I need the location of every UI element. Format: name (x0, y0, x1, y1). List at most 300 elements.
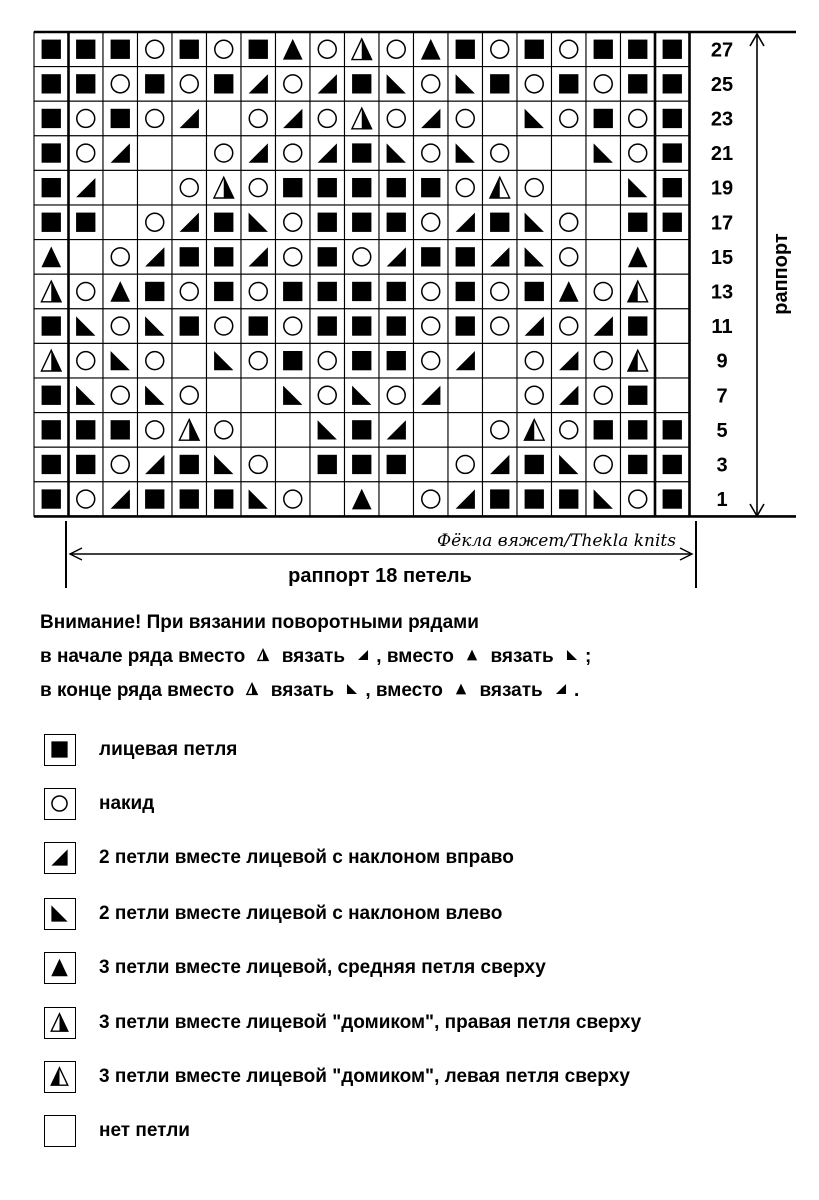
yarn-over-icon (276, 482, 311, 517)
knit-stitch-icon (172, 240, 207, 275)
no-stitch-icon (310, 482, 345, 517)
knit-stitch-icon (172, 482, 207, 517)
knit-stitch-icon (552, 67, 587, 102)
knit-stitch-icon (379, 343, 414, 378)
k2tog-left-icon (69, 309, 104, 344)
knit-stitch-icon (207, 274, 242, 309)
k2tog-right-icon (552, 343, 587, 378)
knit-stitch-icon (586, 413, 621, 448)
knit-stitch-icon (345, 413, 380, 448)
row-number: 13 (710, 281, 734, 304)
knit-stitch-icon (207, 240, 242, 275)
row-number: 3 (716, 454, 728, 477)
knit-stitch-icon (69, 413, 104, 448)
yarn-over-icon (552, 413, 587, 448)
k3tog-right-top-icon (207, 170, 242, 205)
knit-stitch-icon (34, 170, 69, 205)
k2tog-left-icon (517, 205, 552, 240)
knit-stitch-icon (517, 447, 552, 482)
k2tog-left-icon (103, 343, 138, 378)
row-numbers (711, 39, 733, 511)
yarn-over-icon (310, 101, 345, 136)
k3tog-center-icon (452, 680, 470, 698)
no-stitch-icon (655, 240, 690, 275)
knit-stitch-icon (207, 205, 242, 240)
knit-stitch-icon (517, 274, 552, 309)
k2tog-left-icon (563, 646, 581, 664)
knit-stitch-icon (34, 32, 69, 67)
knit-stitch-icon (241, 32, 276, 67)
no-stitch-icon (586, 240, 621, 275)
note-line-2-make: вязать (281, 646, 345, 667)
knit-stitch-icon (655, 101, 690, 136)
legend-item (44, 1006, 642, 1040)
yarn-over-icon (552, 101, 587, 136)
knit-stitch-icon (621, 378, 656, 413)
knit-stitch-icon (34, 413, 69, 448)
knit-stitch-icon (655, 482, 690, 517)
knit-stitch-icon (621, 309, 656, 344)
yarn-over-icon (207, 413, 242, 448)
yarn-over-icon (517, 67, 552, 102)
knit-stitch-icon (448, 309, 483, 344)
no-stitch-icon (138, 170, 173, 205)
k2tog-left-icon (138, 378, 173, 413)
knit-stitch-icon (44, 734, 76, 766)
k2tog-right-icon (69, 170, 104, 205)
knit-stitch-icon (172, 32, 207, 67)
knit-stitch-icon (310, 240, 345, 275)
k2tog-right-icon (379, 413, 414, 448)
k2tog-right-icon (172, 205, 207, 240)
legend-label: накид (99, 793, 155, 814)
yarn-over-icon (241, 343, 276, 378)
k3tog-center-icon (463, 646, 481, 664)
yarn-over-icon (621, 136, 656, 171)
k2tog-left-icon (379, 136, 414, 171)
yarn-over-icon (276, 309, 311, 344)
yarn-over-icon (414, 482, 449, 517)
no-stitch-icon (517, 136, 552, 171)
yarn-over-icon (103, 378, 138, 413)
knit-stitch-icon (345, 136, 380, 171)
yarn-over-icon (310, 343, 345, 378)
k2tog-left-icon (343, 680, 361, 698)
yarn-over-icon (44, 788, 76, 820)
yarn-over-icon (69, 101, 104, 136)
k2tog-right-icon (354, 646, 372, 664)
k2tog-left-icon (552, 447, 587, 482)
knit-stitch-icon (172, 447, 207, 482)
knit-stitch-icon (69, 447, 104, 482)
note-line-3-comma: , вместо (365, 680, 443, 701)
knit-stitch-icon (138, 482, 173, 517)
k2tog-left-icon (207, 447, 242, 482)
knit-stitch-icon (379, 205, 414, 240)
no-stitch-icon (586, 170, 621, 205)
no-stitch-icon (483, 343, 518, 378)
k2tog-right-icon (448, 205, 483, 240)
yarn-over-icon (103, 309, 138, 344)
yarn-over-icon (172, 378, 207, 413)
yarn-over-icon (552, 32, 587, 67)
knit-stitch-icon (345, 170, 380, 205)
k3tog-center-icon (621, 240, 656, 275)
row-number: 25 (710, 73, 734, 96)
knit-stitch-icon (69, 205, 104, 240)
yarn-over-icon (276, 205, 311, 240)
note-line-3-start: в конце ряда вместо (40, 680, 235, 701)
k2tog-right-icon (276, 101, 311, 136)
yarn-over-icon (379, 101, 414, 136)
no-stitch-icon (276, 447, 311, 482)
yarn-over-icon (448, 101, 483, 136)
legend-item (44, 897, 503, 931)
legend-item (44, 841, 514, 875)
no-stitch-icon (655, 343, 690, 378)
k2tog-right-icon (483, 447, 518, 482)
k3tog-left-top-icon (483, 170, 518, 205)
yarn-over-icon (241, 170, 276, 205)
knit-stitch-icon (448, 240, 483, 275)
knit-stitch-icon (379, 170, 414, 205)
yarn-over-icon (483, 413, 518, 448)
k2tog-left-icon (517, 240, 552, 275)
knit-stitch-icon (34, 205, 69, 240)
note-line-2 (40, 646, 591, 668)
row-number: 21 (710, 143, 734, 166)
knit-stitch-icon (34, 447, 69, 482)
yarn-over-icon (483, 309, 518, 344)
k2tog-left-icon (44, 898, 76, 930)
yarn-over-icon (414, 67, 449, 102)
k2tog-left-icon (586, 136, 621, 171)
k3tog-center-icon (414, 32, 449, 67)
k2tog-right-icon (448, 482, 483, 517)
yarn-over-icon (448, 447, 483, 482)
yarn-over-icon (621, 101, 656, 136)
yarn-over-icon (172, 274, 207, 309)
k2tog-left-icon (586, 482, 621, 517)
knit-stitch-icon (345, 274, 380, 309)
row-number: 1 (716, 489, 728, 512)
chart-grid (34, 32, 690, 516)
row-number: 17 (710, 212, 734, 235)
legend-item (44, 787, 155, 821)
k2tog-right-icon (241, 240, 276, 275)
knit-stitch-icon (621, 447, 656, 482)
knit-stitch-icon (276, 274, 311, 309)
note-line-1-text: Внимание! При вязании поворотными рядами (40, 612, 479, 633)
knit-stitch-icon (655, 136, 690, 171)
k2tog-right-icon (241, 67, 276, 102)
k3tog-center-icon (103, 274, 138, 309)
yarn-over-icon (138, 205, 173, 240)
no-stitch-icon (655, 378, 690, 413)
k2tog-right-icon (172, 101, 207, 136)
row-number: 5 (716, 419, 728, 442)
legend-label: 3 петли вместе лицевой "домиком", левая петля сверху (99, 1066, 630, 1087)
yarn-over-icon (517, 170, 552, 205)
yarn-over-icon (103, 67, 138, 102)
knit-stitch-icon (276, 343, 311, 378)
knit-stitch-icon (655, 447, 690, 482)
k2tog-right-icon (103, 482, 138, 517)
no-stitch-icon (103, 205, 138, 240)
knit-stitch-icon (138, 67, 173, 102)
yarn-over-icon (103, 240, 138, 275)
knit-stitch-icon (621, 32, 656, 67)
no-stitch-icon (241, 413, 276, 448)
k3tog-left-top-icon (621, 274, 656, 309)
knit-stitch-icon (655, 67, 690, 102)
knit-stitch-icon (34, 136, 69, 171)
yarn-over-icon (517, 378, 552, 413)
knit-stitch-icon (310, 205, 345, 240)
k2tog-left-icon (517, 101, 552, 136)
row-number: 11 (711, 316, 733, 339)
yarn-over-icon (241, 274, 276, 309)
knit-stitch-icon (483, 205, 518, 240)
k2tog-right-icon (310, 136, 345, 171)
yarn-over-icon (586, 447, 621, 482)
row-number: 27 (710, 39, 734, 62)
k3tog-right-top-icon (34, 274, 69, 309)
row-number: 15 (710, 246, 734, 269)
legend-item (44, 1060, 630, 1094)
no-stitch-icon (207, 378, 242, 413)
knit-stitch-icon (448, 274, 483, 309)
knit-stitch-icon (345, 67, 380, 102)
yarn-over-icon (103, 447, 138, 482)
yarn-over-icon (276, 240, 311, 275)
yarn-over-icon (517, 343, 552, 378)
k3tog-right-top-icon (44, 1007, 76, 1039)
k2tog-left-icon (448, 67, 483, 102)
k2tog-left-icon (448, 136, 483, 171)
legend-label: лицевая петля (99, 739, 238, 760)
yarn-over-icon (310, 32, 345, 67)
yarn-over-icon (69, 136, 104, 171)
yarn-over-icon (586, 343, 621, 378)
yarn-over-icon (172, 170, 207, 205)
k2tog-left-icon (241, 205, 276, 240)
note-line-2-comma: , вместо (376, 646, 454, 667)
knit-stitch-icon (345, 309, 380, 344)
note-line-2-end: ; (584, 646, 592, 667)
no-stitch-icon (207, 101, 242, 136)
knit-stitch-icon (379, 447, 414, 482)
knit-stitch-icon (103, 101, 138, 136)
k3tog-left-top-icon (44, 1061, 76, 1093)
yarn-over-icon (483, 274, 518, 309)
k2tog-left-icon (621, 170, 656, 205)
knit-stitch-icon (517, 32, 552, 67)
yarn-over-icon (138, 101, 173, 136)
k2tog-right-icon (138, 240, 173, 275)
k3tog-right-top-outline-icon (254, 646, 272, 664)
knit-stitch-icon (310, 274, 345, 309)
yarn-over-icon (276, 136, 311, 171)
k2tog-left-icon (69, 378, 104, 413)
knit-stitch-icon (621, 205, 656, 240)
k3tog-right-top-icon (34, 343, 69, 378)
k2tog-right-icon (241, 136, 276, 171)
k2tog-right-icon (483, 240, 518, 275)
knit-stitch-icon (207, 482, 242, 517)
no-stitch-icon (552, 170, 587, 205)
knit-stitch-icon (345, 205, 380, 240)
knit-stitch-icon (586, 32, 621, 67)
knit-stitch-icon (414, 240, 449, 275)
legend-item (44, 733, 238, 767)
k3tog-center-icon (345, 482, 380, 517)
no-stitch-icon (69, 240, 104, 275)
k3tog-center-icon (44, 952, 76, 984)
k2tog-left-icon (241, 482, 276, 517)
no-stitch-icon (483, 101, 518, 136)
note-line-2-make2: вязать (490, 646, 554, 667)
knit-stitch-icon (103, 413, 138, 448)
knit-stitch-icon (34, 482, 69, 517)
signature: Фёкла вяжет/Thekla knits (437, 531, 676, 551)
knit-stitch-icon (379, 274, 414, 309)
no-stitch-icon (276, 413, 311, 448)
k3tog-center-icon (552, 274, 587, 309)
yarn-over-icon (448, 170, 483, 205)
yarn-over-icon (69, 274, 104, 309)
knit-stitch-icon (379, 309, 414, 344)
no-stitch-icon (44, 1115, 76, 1147)
k3tog-right-top-icon (172, 413, 207, 448)
knit-stitch-icon (34, 101, 69, 136)
yarn-over-icon (414, 343, 449, 378)
note-line-3 (40, 680, 579, 702)
yarn-over-icon (276, 67, 311, 102)
legend-item (44, 951, 546, 985)
k2tog-right-icon (103, 136, 138, 171)
no-stitch-icon (172, 136, 207, 171)
knit-stitch-icon (69, 67, 104, 102)
yarn-over-icon (69, 343, 104, 378)
yarn-over-icon (172, 67, 207, 102)
yarn-over-icon (414, 274, 449, 309)
no-stitch-icon (379, 482, 414, 517)
yarn-over-icon (414, 205, 449, 240)
no-stitch-icon (448, 413, 483, 448)
yarn-over-icon (552, 309, 587, 344)
k2tog-right-icon (310, 67, 345, 102)
knit-stitch-icon (483, 482, 518, 517)
yarn-over-icon (586, 274, 621, 309)
knit-stitch-icon (241, 309, 276, 344)
knit-stitch-icon (552, 482, 587, 517)
knit-stitch-icon (310, 170, 345, 205)
k3tog-center-icon (34, 240, 69, 275)
yarn-over-icon (138, 32, 173, 67)
repeat-label-horizontal: раппорт 18 петель (288, 565, 472, 587)
repeat-label-vertical: раппорт (770, 233, 792, 315)
k2tog-left-icon (207, 343, 242, 378)
knit-stitch-icon (34, 378, 69, 413)
k3tog-center-icon (276, 32, 311, 67)
yarn-over-icon (207, 32, 242, 67)
yarn-over-icon (138, 413, 173, 448)
yarn-over-icon (586, 67, 621, 102)
k2tog-right-icon (448, 343, 483, 378)
k2tog-left-icon (276, 378, 311, 413)
yarn-over-icon (241, 101, 276, 136)
knit-stitch-icon (69, 32, 104, 67)
row-number: 23 (710, 108, 734, 131)
knit-stitch-icon (448, 32, 483, 67)
knit-stitch-icon (103, 32, 138, 67)
knit-stitch-icon (34, 309, 69, 344)
knit-stitch-icon (345, 447, 380, 482)
k2tog-right-icon (44, 842, 76, 874)
yarn-over-icon (586, 378, 621, 413)
knit-stitch-icon (586, 101, 621, 136)
no-stitch-icon (448, 378, 483, 413)
no-stitch-icon (483, 378, 518, 413)
legend-label: 3 петли вместе лицевой, средняя петля сверху (99, 957, 546, 978)
no-stitch-icon (655, 309, 690, 344)
yarn-over-icon (552, 205, 587, 240)
yarn-over-icon (69, 482, 104, 517)
knit-stitch-icon (621, 413, 656, 448)
knit-stitch-icon (414, 170, 449, 205)
k2tog-right-icon (414, 101, 449, 136)
k3tog-left-top-icon (517, 413, 552, 448)
knit-stitch-icon (207, 67, 242, 102)
note-line-1 (40, 612, 479, 634)
no-stitch-icon (138, 136, 173, 171)
no-stitch-icon (103, 170, 138, 205)
knit-stitch-icon (310, 447, 345, 482)
no-stitch-icon (552, 136, 587, 171)
k3tog-right-top-outline-icon (243, 680, 261, 698)
yarn-over-icon (345, 240, 380, 275)
k3tog-right-top-icon (345, 32, 380, 67)
k2tog-right-icon (414, 378, 449, 413)
yarn-over-icon (483, 136, 518, 171)
knit-stitch-icon (655, 170, 690, 205)
k3tog-right-top-icon (345, 101, 380, 136)
yarn-over-icon (207, 136, 242, 171)
yarn-over-icon (310, 378, 345, 413)
yarn-over-icon (621, 482, 656, 517)
legend-item (44, 1114, 190, 1148)
knit-stitch-icon (655, 413, 690, 448)
k2tog-right-icon (586, 309, 621, 344)
note-line-3-end: . (574, 680, 580, 701)
knit-stitch-icon (345, 343, 380, 378)
k2tog-left-icon (345, 378, 380, 413)
no-stitch-icon (414, 447, 449, 482)
k2tog-right-icon (379, 240, 414, 275)
yarn-over-icon (414, 136, 449, 171)
k3tog-left-top-icon (621, 343, 656, 378)
legend-label: 2 петли вместе лицевой с наклоном влево (99, 903, 503, 924)
knit-stitch-icon (276, 170, 311, 205)
note-line-3-make2: вязать (479, 680, 543, 701)
no-stitch-icon (241, 378, 276, 413)
knit-stitch-icon (517, 482, 552, 517)
repeat-arrow-vertical (750, 34, 764, 516)
knit-stitch-icon (655, 205, 690, 240)
no-stitch-icon (655, 274, 690, 309)
no-stitch-icon (172, 343, 207, 378)
